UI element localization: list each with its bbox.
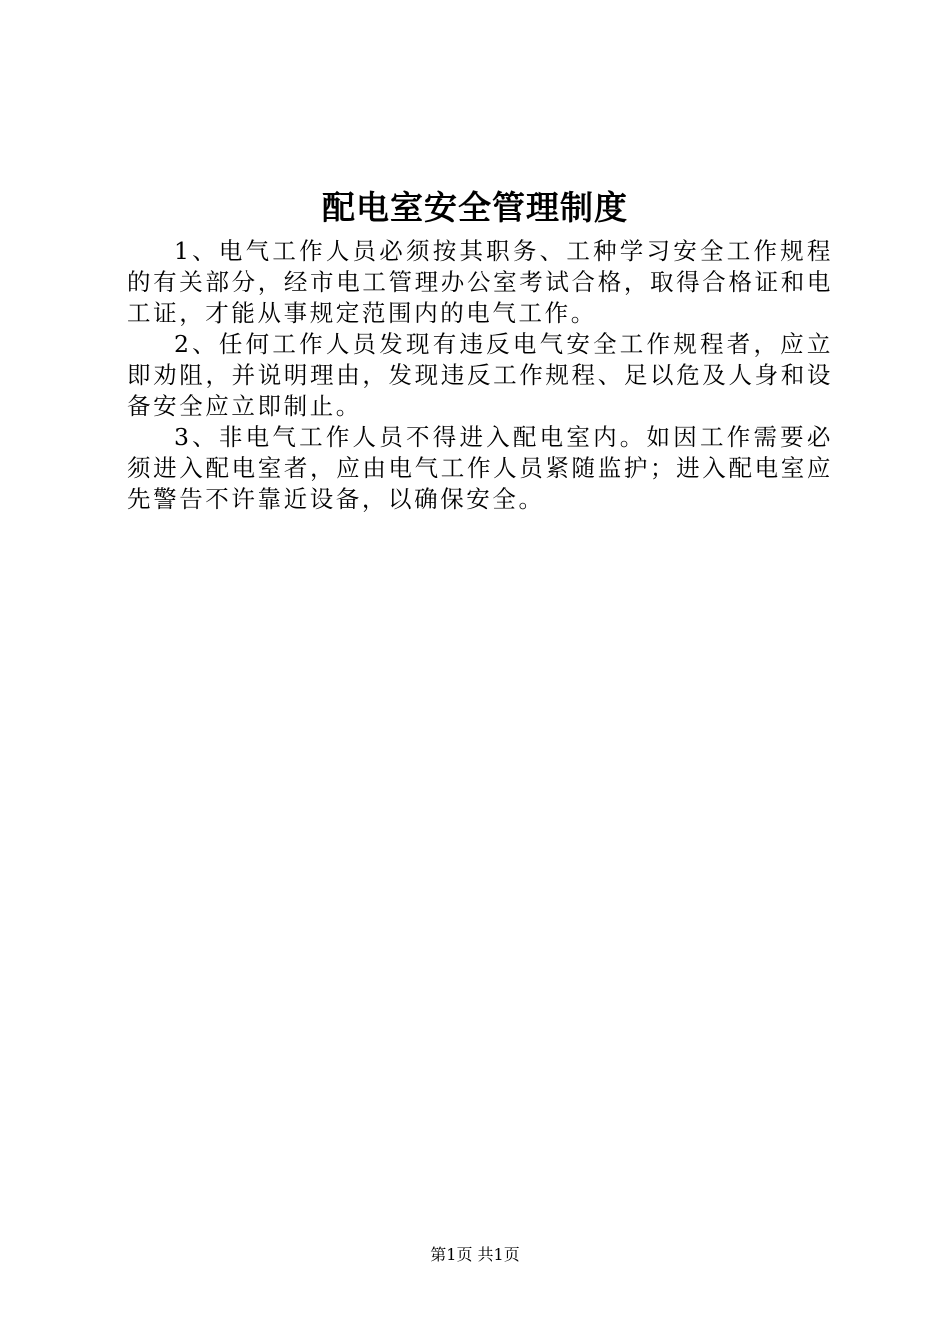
- page-number-footer: 第1页 共1页: [430, 1245, 520, 1264]
- paragraph-3: 3、非电气工作人员不得进入配电室内。如因工作需要必须进入配电室者，应由电气工作人员紧随监护；进入配电室应先警告不许靠近设备，以确保安全。: [127, 423, 833, 513]
- paragraph-1: 1、电气工作人员必须按其职务、工种学习安全工作规程的有关部分，经市电工管理办公室考试合格，取得合格证和电工证，才能从事规定范围内的电气工作。: [127, 237, 833, 327]
- document-body: [127, 236, 833, 515]
- document-title: 配电室安全管理制度: [322, 188, 628, 227]
- paragraph-2: 2、任何工作人员发现有违反电气安全工作规程者，应立即劝阻，并说明理由，发现违反工作规程、足以危及人身和设备安全应立即制止。: [127, 330, 833, 420]
